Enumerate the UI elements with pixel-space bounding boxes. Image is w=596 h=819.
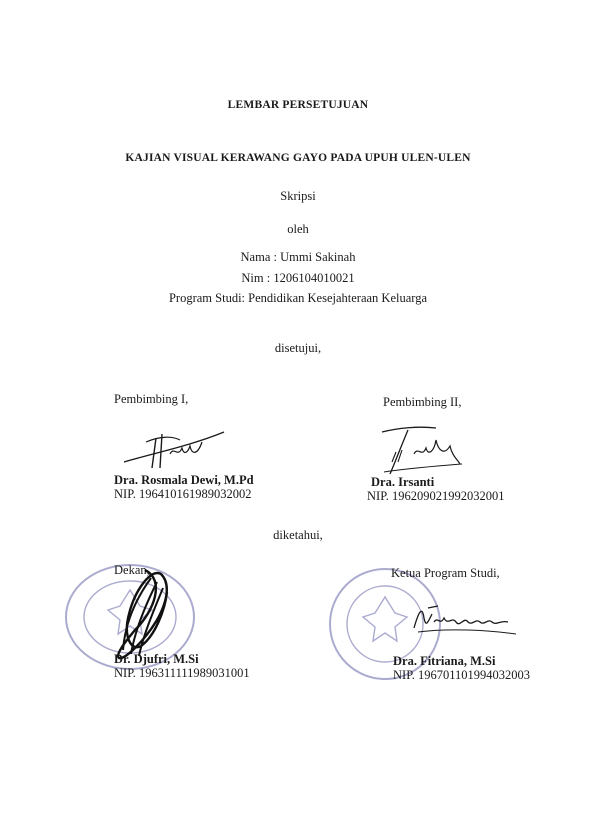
dean-role: Dekan, [114,563,150,577]
thesis-title: KAJIAN VISUAL KERAWANG GAYO PADA UPUH ULEN-ULEN [125,152,471,164]
program-head-name: Dra. Fitriana, M.Si [393,654,496,668]
dean-nip: NIP. 196311111989031001 [114,666,250,680]
approved-label: disetujui, [274,341,322,355]
student-nim: Nim : 1206104010021 [241,271,355,285]
supervisor2-signature [378,420,468,480]
supervisor2-name: Dra. Irsanti [371,475,435,489]
page-title: LEMBAR PERSETUJUAN [227,99,369,111]
study-program: Program Studi: Pendidikan Kesejahteraan Keluarga [168,291,428,305]
supervisor1-signature [120,418,230,473]
supervisor1-role: Pembimbing I, [114,392,189,406]
program-head-signature [408,598,520,640]
document-type: Skripsi [280,189,316,203]
supervisor2-role: Pembimbing II, [383,395,462,409]
supervisor1-nip: NIP. 196410161989032002 [114,487,252,501]
program-head-role: Ketua Program Studi, [391,566,500,580]
by-label: oleh [287,222,309,236]
dean-name: Dr. Djufri, M.Si [114,652,199,666]
acknowledged-label: diketahui, [273,528,323,542]
student-name: Nama : Ummi Sakinah [240,250,356,264]
dean-signature [105,560,180,665]
program-head-nip: NIP. 196701101994032003 [393,668,531,682]
supervisor1-name: Dra. Rosmala Dewi, M.Pd [114,473,254,487]
supervisor2-nip: NIP. 196209021992032001 [367,489,505,503]
